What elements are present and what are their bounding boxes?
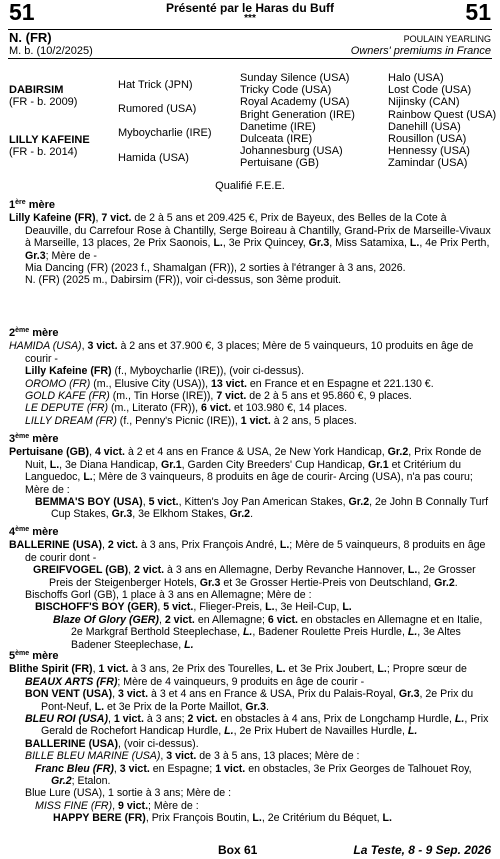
sale-info: La Teste, 8 - 9 Sep. 2026	[353, 843, 491, 857]
section-heading: 1ère mère	[9, 199, 55, 211]
section-dam-4	[9, 526, 493, 651]
dam-5-produce: Blue Lure (USA), 1 sortie à 3 ans; Mère de :	[25, 787, 232, 800]
dam-5-paragraph: Blithe Spirit (FR), 1 vict. à 3 ans, 2e Prix des Tourelles, L. et 3e Prix Joubert, L.; Propre sœur de BEAUX ARTS (FR); Mère de 4 vainqueurs, 9 produits en âge de courir -	[9, 663, 467, 688]
dam-1-produce-1: Mia Dancing (FR) (2023 f., Shamalgan (FR)), 2 sorties à l'étranger à 3 ans, 2026.	[25, 262, 406, 275]
horse-sex-birth: M. b. (10/2/2025)	[9, 45, 93, 57]
dam-5-great-grandproduce: HAPPY BERE (FR), Prix François Boutin, L., 2e Critérium du Béquet, L.	[53, 812, 392, 825]
dam-5-grandproduce: Franc Bleu (FR), 3 vict. en Espagne; 1 vict. en obstacles, 3e Prix Georges de Talhouet Roy, Gr.2; Etalon.	[35, 762, 472, 788]
dam-3-grandproduce: BEMMA'S BOY (USA), 5 vict., Kitten's Joy Pan American Stakes, Gr.2, 2e John B Connally Turf Cup Stakes, Gr.3, 3e Elkhom Stakes, Gr.2.	[35, 496, 489, 521]
section-dam-1	[9, 199, 493, 287]
pedigree-gen4-1: Lost Code (USA)	[388, 84, 472, 97]
pedigree-dam	[9, 134, 90, 158]
dam-2-produce: OROMO (FR) (m., Elusive City (USA)), 13 vict. en France et en Espagne et 221.130 €.	[25, 377, 434, 390]
pedigree-gen3-3: Bright Generation (IRE)	[240, 108, 355, 121]
pedigree-gen4	[388, 72, 496, 170]
pedigree-gen3	[240, 72, 355, 170]
lot-number-right: 51	[465, 0, 491, 25]
dam-4-grandproduce: Blaze Of Glory (GER), 2 vict. en Allemagne; 6 vict. en obstacles en Allemagne et en Italie, 2e Markgraf Berthold Steeplechase, L., Badener Roulette Preis Hurdle, L., 3e Altes Badener Steeplechase, L.	[53, 613, 483, 651]
dam-3-paragraph: Pertuisane (GB), 4 vict. à 2 et 4 ans en France & USA, 2e New York Handicap, Gr.2, Prix Ronde de Nuit, L., 3e Diana Handicap, Gr.1, Garden City Breeders' Cup Handicap, Gr.1 et Critérium du Languedoc, L.; Mère de 3 vainqueurs, 8 produits en âge de courir- Arcing (USA), n'a pas couru; Mère de :	[9, 446, 482, 496]
dam-4-produce: GREIFVOGEL (GB), 2 vict. à 3 ans en Allemagne, Derby Revanche Hannover, L., 2e Grosser Preis der Steigenberger Hotels, Gr.3 et 3e Grosser Hertie-Preis von Deutschland, Gr.2.	[33, 564, 476, 589]
qualification: Qualifié F.E.E.	[215, 180, 285, 192]
dam-4-grandproduce: BISCHOFF'S BOY (GER), 5 vict., Flieger-Preis, L., 3e Heil-Cup, L.	[35, 601, 352, 614]
pedigree-sire	[9, 84, 77, 108]
pedigree-gen3-7: Pertuisane (GB)	[240, 157, 319, 170]
header-rule	[8, 29, 492, 30]
horse-category: POULAIN YEARLING	[403, 34, 491, 44]
dam-1-paragraph: Lilly Kafeine (FR), 7 vict. de 2 à 5 ans et 209.425 €, Prix de Bayeux, des Belles de la Cote à Deauville, du Carrefour Rose à Chantilly, Serge Boireau à Chantilly, Grand-Prix de Marseille-Vivaux à Marseille, 13 places, 2e Prix Saonois, L., 3e Prix Quincey, Gr.3, Miss Satamixa, L., 4e Prix Perth, Gr.3; Mère de -	[9, 212, 491, 262]
pedigree-gen4-5: Rousillon (USA)	[388, 133, 467, 146]
dam-5-produce: BLEU ROI (USA), 1 vict. à 3 ans; 2 vict. en obstacles à 4 ans, Prix de Longchamp Hurdle, L., Prix Gerald de Rochefort Handicap Hurdle, L., 2e Prix Hubert de Navailles Hurdle, L.	[25, 713, 489, 738]
dam-2-produce: Lilly Kafeine (FR) (f., Myboycharlie (IRE)), (voir ci-dessus).	[25, 365, 305, 378]
pedigree-gen4-0: Halo (USA)	[388, 72, 444, 84]
section-heading: 2ème mère	[9, 327, 59, 339]
pedigree-gen4-2: Nijinsky (CAN)	[388, 96, 460, 109]
pedigree-gen2-2: Myboycharlie (IRE)	[118, 127, 212, 139]
pedigree-gen3-4: Danetime (IRE)	[240, 120, 316, 133]
pedigree-gen4-7: Zamindar (USA)	[388, 157, 468, 170]
horse-rule	[8, 58, 492, 59]
pedigree-gen2-0: Hat Trick (JPN)	[118, 79, 193, 91]
dam-5-produce: BILLE BLEU MARINE (USA), 3 vict. de 3 à 5 ans, 13 places; Mère de :	[25, 750, 360, 763]
dam-info: (FR - b. 2014)	[9, 146, 78, 159]
box-number: Box 61	[218, 843, 258, 857]
pedigree-gen4-3: Rainbow Quest (USA)	[388, 108, 497, 121]
lot-number-left: 51	[9, 0, 35, 25]
pedigree-gen4-6: Hennessy (USA)	[388, 145, 470, 158]
dam-5-produce: BALLERINE (USA), (voir ci-dessus).	[25, 737, 199, 750]
pedigree-gen3-5: Dulceata (IRE)	[240, 133, 313, 146]
dam-2-paragraph: HAMIDA (USA), 3 vict. à 2 ans et 37.900 €, 3 places; Mère de 5 vainqueurs, 10 produits en âge de courir -	[9, 340, 474, 365]
pedigree-gen3-2: Royal Academy (USA)	[240, 96, 350, 109]
dam-name: LILLY KAFEINE	[9, 134, 90, 146]
premiums-note: Owners' premiums in France	[350, 45, 491, 57]
section-dam-5	[9, 650, 493, 825]
dam-2-produce: LE DEPUTE (FR) (m., Literato (FR)), 6 vict. et 103.980 €, 14 places.	[25, 402, 348, 415]
horse-name: N. (FR)	[9, 30, 52, 45]
sire-info: (FR - b. 2009)	[9, 96, 78, 109]
dam-5-grandproduce: MISS FINE (FR), 9 vict.; Mère de :	[35, 799, 199, 812]
pedigree-gen4-4: Danehill (USA)	[388, 120, 461, 133]
dam-4-produce: Bischoffs Gorl (GB), 1 place à 3 ans en Allemagne; Mère de :	[25, 589, 312, 602]
dam-1-produce-2: N. (FR) (2025 m., Dabirsim (FR)), voir ci-dessus, son 3ème produit.	[25, 274, 342, 287]
section-dam-2	[9, 327, 493, 427]
dam-2-produce: GOLD KAFE (FR) (m., Tin Horse (IRE)), 7 vict. de 2 à 5 ans et 95.860 €, 9 places.	[25, 390, 412, 403]
pedigree-gen3-1: Tricky Code (USA)	[240, 84, 332, 97]
dam-5-produce: BON VENT (USA), 3 vict. à 3 et 4 ans en France & USA, Prix du Palais-Royal, Gr.3, 2e Prix du Pont-Neuf, L. et 3e Prix de la Porte Maillot, Gr.3.	[25, 688, 474, 713]
dam-4-paragraph: BALLERINE (USA), 2 vict. à 3 ans, Prix François André, L.; Mère de 5 vainqueurs, 8 produits en âge de courir dont -	[9, 539, 486, 564]
section-dam-3	[9, 433, 493, 521]
dam-2-produce: LILLY DREAM (FR) (f., Penny's Picnic (IRE)), 1 vict. à 2 ans, 5 places.	[25, 414, 357, 427]
pedigree-gen2-3: Hamida (USA)	[118, 152, 189, 164]
stars: ***	[244, 13, 256, 24]
presented-by: Présenté par le Haras du Buff	[165, 1, 335, 15]
pedigree-gen3-6: Johannesburg (USA)	[240, 145, 343, 158]
section-heading: 3ème mère	[9, 433, 59, 445]
sire-name: DABIRSIM	[9, 84, 64, 96]
pedigree-gen3-0: Sunday Silence (USA)	[240, 72, 350, 84]
section-heading: 4ème mère	[9, 526, 59, 538]
pedigree-gen2-1: Rumored (USA)	[118, 103, 197, 115]
section-heading: 5ème mère	[9, 650, 59, 662]
